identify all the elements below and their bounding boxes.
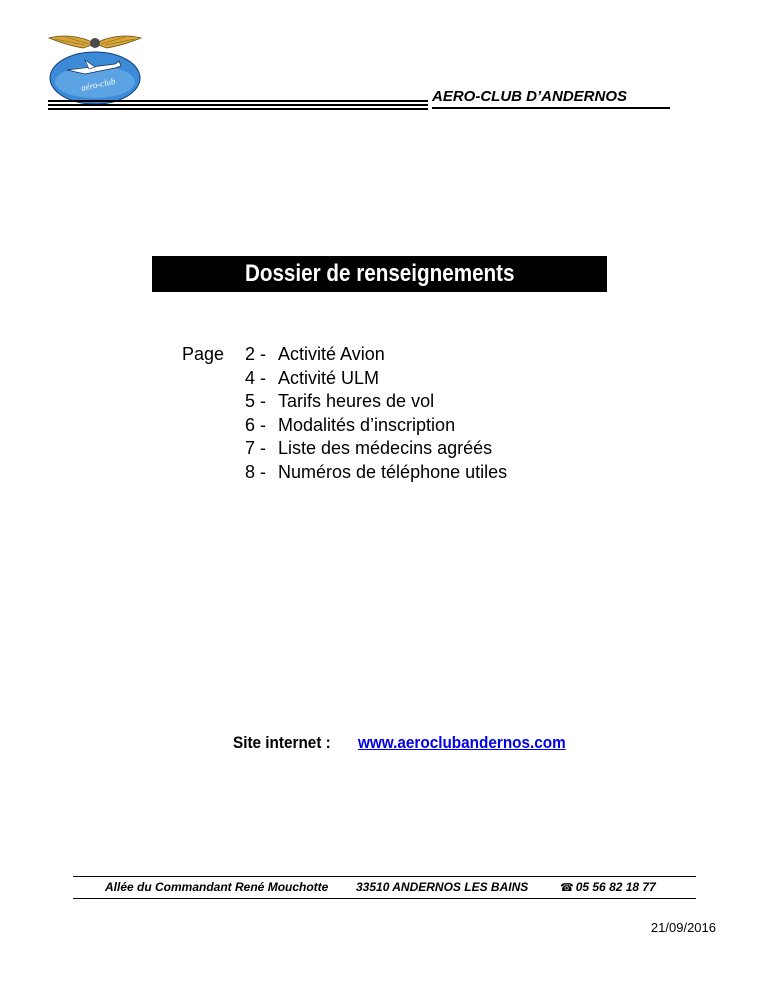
telephone-icon: ☎ (560, 882, 574, 894)
footer-address: Allée du Commandant René Mouchotte (105, 880, 329, 894)
club-name: AERO-CLUB D’ANDERNOS (432, 88, 627, 105)
website-link[interactable]: www.aeroclubandernos.com (358, 733, 566, 752)
toc-item-label: Numéros de téléphone utiles (278, 461, 508, 482)
website-label: Site internet : (233, 733, 331, 752)
club-name-underline (432, 107, 670, 109)
toc-item-number: 2 - (245, 344, 267, 364)
toc-item (245, 438, 507, 462)
toc-list (245, 344, 507, 485)
footer-phone-number: 05 56 82 18 77 (575, 880, 656, 894)
toc-item-label: Activité Avion (278, 344, 385, 364)
toc-item-number: 5 - (245, 391, 267, 411)
toc-item-number: 8 - (245, 461, 267, 482)
toc-item-number: 6 - (245, 414, 267, 435)
toc-item (245, 462, 507, 486)
toc-item-label: Tarifs heures de vol (278, 391, 435, 411)
toc-item (245, 391, 507, 415)
toc-item-number: 7 - (245, 438, 267, 458)
document-title: Dossier de renseignements (244, 260, 515, 287)
club-logo (45, 30, 145, 108)
footer-rule-bottom (73, 898, 696, 899)
toc-item (245, 368, 507, 392)
winged-logo-icon (45, 30, 145, 108)
header-rule (48, 100, 428, 108)
footer-rule-top (73, 876, 696, 877)
toc-item-label: Liste des médecins agréés (278, 438, 493, 458)
footer-phone (560, 880, 656, 894)
toc-item-label: Modalités d’inscription (278, 414, 456, 435)
document-date: 21/09/2016 (650, 920, 716, 935)
toc-item-label: Activité ULM (278, 367, 380, 388)
toc-item (245, 344, 507, 368)
document-title-banner (152, 256, 607, 292)
svg-text:aéro-club: aéro-club (80, 75, 117, 93)
toc-item (245, 415, 507, 439)
toc-item-number: 4 - (245, 367, 267, 388)
toc-page-label: Page (182, 344, 225, 364)
footer-city: 33510 ANDERNOS LES BAINS (356, 880, 529, 894)
